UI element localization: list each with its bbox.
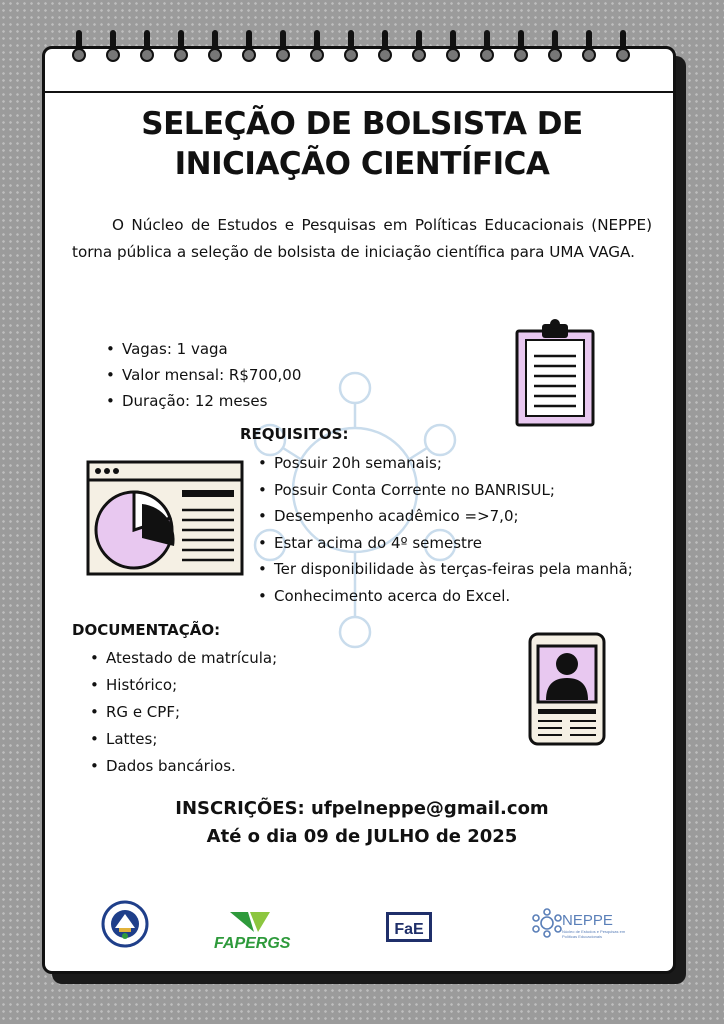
registration-email: INSCRIÇÕES: ufpelneppe@gmail.com [175,798,549,819]
documentation-item: • RG e CPF; [90,699,277,726]
fapergs-logo-text: FAPERGS [214,935,291,952]
title-line-2: INICIAÇÃO CIENTÍFICA [174,146,550,182]
documentation-heading: DOCUMENTAÇÃO: [72,621,221,639]
spiral-rings [72,30,652,70]
registration-info [60,795,664,851]
requirement-item: • Possuir 20h semanais; [258,450,633,477]
documentation-item: • Lattes; [90,726,277,753]
title-line-1: SELEÇÃO DE BOLSISTA DE [141,106,583,142]
fae-logo-text: FaE [394,921,424,938]
requirement-item: • Estar acima do 4º semestre [258,530,633,557]
clipboard-icon [514,318,598,430]
documentation-item: • Dados bancários. [90,753,277,780]
fapergs-logo-mark [228,910,272,934]
ufpel-seal-logo [101,900,149,948]
card-header-line [45,91,673,93]
id-badge-icon [528,632,606,746]
intro-paragraph: O Núcleo de Estudos e Pesquisas em Políticas Educacionais (NEPPE) torna pública a seleção de bolsista de iniciação científica para UMA VAGA. [72,216,652,261]
registration-deadline: Até o dia 09 de JULHO de 2025 [206,826,518,847]
requirement-item: • Conhecimento acerca do Excel. [258,583,633,610]
neppe-logo-text: NEPPE [562,912,613,929]
page-title [60,104,664,184]
fae-logo [386,912,432,942]
detail-duracao: • Duração: 12 meses [106,388,301,414]
documentation-item: • Histórico; [90,672,277,699]
requirements-heading: REQUISITOS: [240,425,349,443]
requirements-list [258,450,633,609]
pie-chart-window-icon [86,460,246,578]
requirement-item: • Desempenho acadêmico =>7,0; [258,503,633,530]
detail-vagas: • Vagas: 1 vaga [106,336,301,362]
neppe-logo-subtitle: Núcleo de Estudos e Pesquisas em Políticas Educacionais [562,929,626,939]
requirement-item: • Ter disponibilidade às terças-feiras pela manhã; [258,556,633,583]
neppe-logo-mark [532,908,562,938]
details-list [106,336,301,414]
documentation-list [90,645,277,780]
requirement-item: • Possuir Conta Corrente no BANRISUL; [258,477,633,504]
detail-valor: • Valor mensal: R$700,00 [106,362,301,388]
documentation-item: • Atestado de matrícula; [90,645,277,672]
